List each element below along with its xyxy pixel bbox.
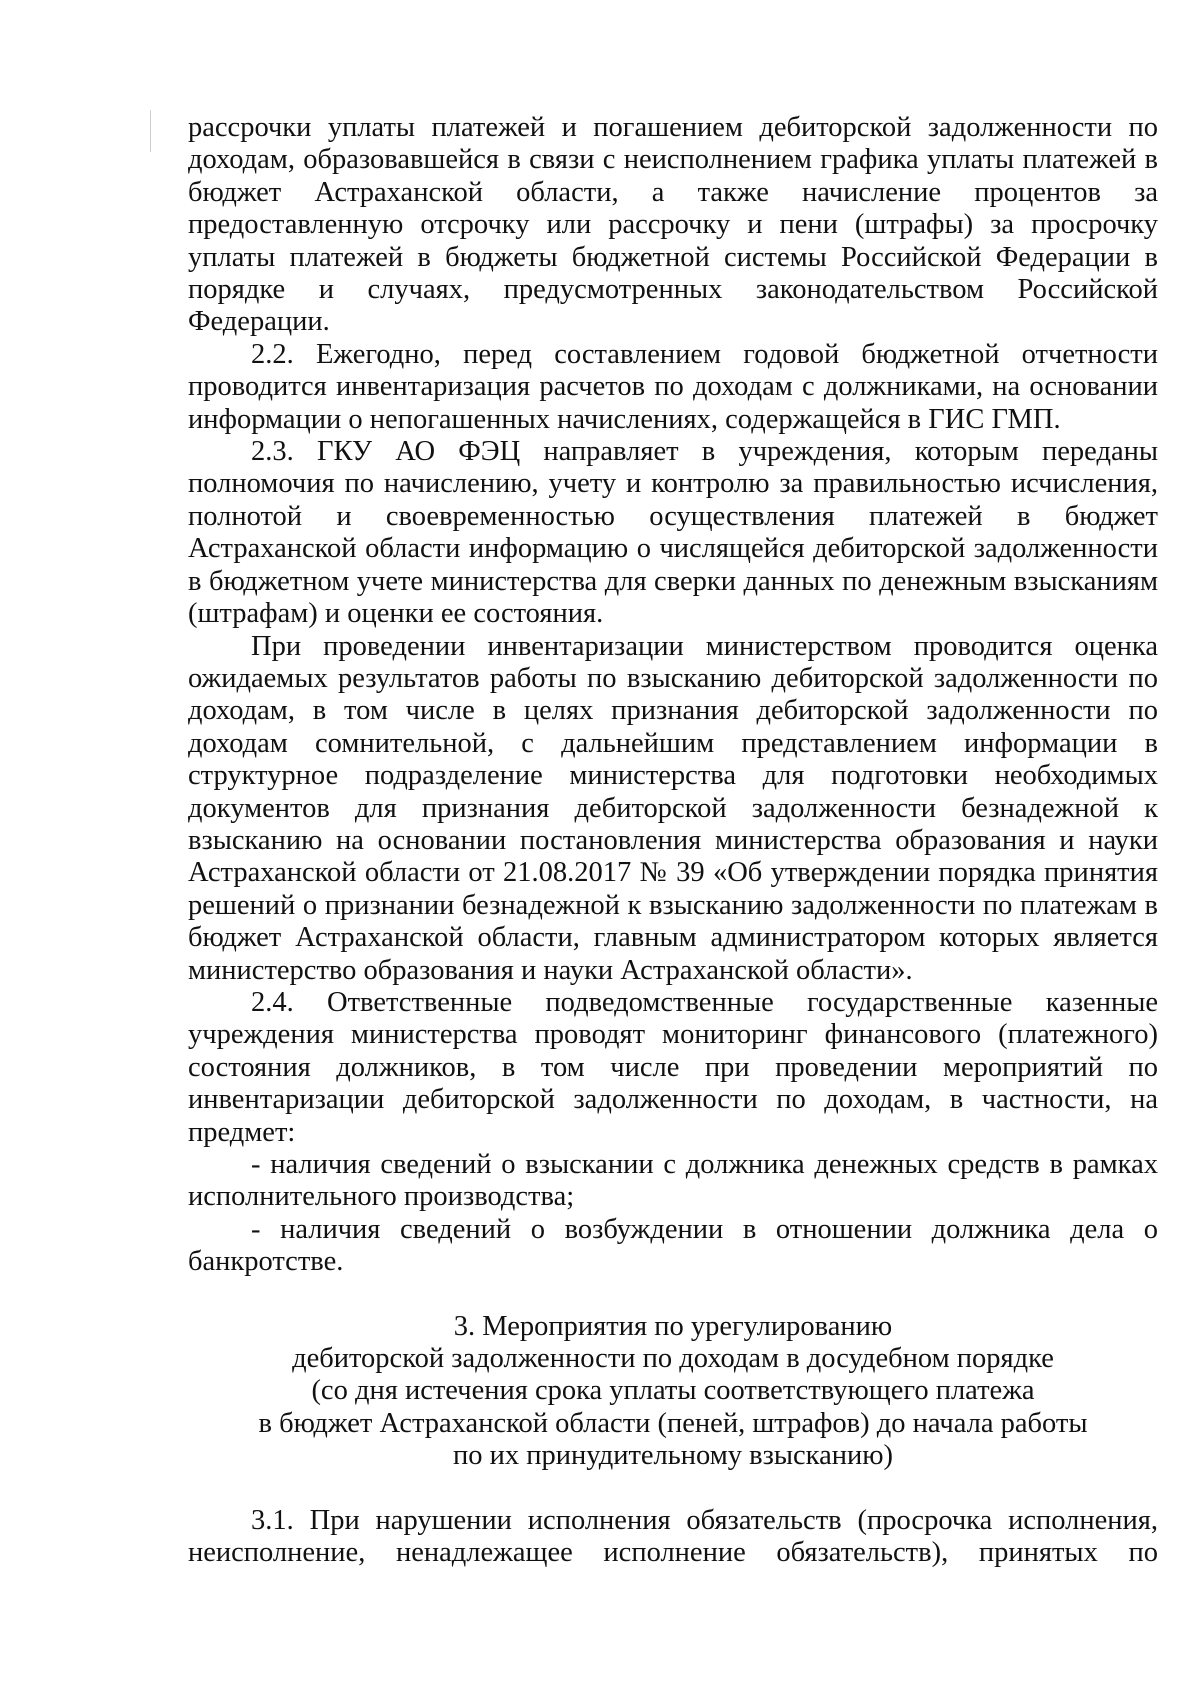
paragraph-2-4: 2.4. Ответственные подведомственные государственные казенные учреждения министерства проводят мониторинг финансового (платежного) состояния должников, в том числе при проведении мероприятий по инвентаризации дебиторской задолженности по доходам, в частности, на предмет: <box>188 986 1158 1148</box>
paragraph-2-2: 2.2. Ежегодно, перед составлением годовой бюджетной отчетности проводится инвентаризация расчетов по доходам с должниками, на основании информации о непогашенных начислениях, содержащейся в ГИС ГМП. <box>188 338 1158 435</box>
paragraph-continuation: рассрочки уплаты платежей и погашением дебиторской задолженности по доходам, образовавшейся в связи с неисполнением графика уплаты платежей в бюджет Астраханской области, а также начисление процентов за предоставленную отсрочку или рассрочку и пени (штрафы) за просрочку уплаты платежей в бюджеты бюджетной системы Российской Федерации в порядке и случаях, предусмотренных законодательством Российской Федерации. <box>188 112 1158 338</box>
paragraph-2-3: 2.3. ГКУ АО ФЭЦ направляет в учреждения, которым переданы полномочия по начислению, учету и контролю за правильностью исчисления, полнотой и своевременностью осуществления платежей в бюджет Астраханской области информацию о числящейся дебиторской задолженности в бюджетном учете министерства для сверки данных по денежным взысканиям (штрафам) и оценки ее состояния. <box>188 436 1158 630</box>
section-heading-line: (со дня истечения срока уплаты соответствующего платежа <box>311 1375 1035 1407</box>
paragraph-3-1: 3.1. При нарушении исполнения обязательств (просрочка исполнения, неисполнение, ненадлежащее исполнение обязательств), принятых по <box>188 1504 1158 1569</box>
document-body <box>188 112 1158 1569</box>
section-heading-line: в бюджет Астраханской области (пеней, штрафов) до начала работы <box>258 1407 1088 1439</box>
section-heading-line: 3. Мероприятия по урегулированию <box>453 1310 893 1342</box>
paragraph-inventory: При проведении инвентаризации министерством проводится оценка ожидаемых результатов работы по взысканию дебиторской задолженности по доходам, в том числе в целях признания дебиторской задолженности по доходам сомнительной, с дальнейшим представлением информации в структурное подразделение министерства для подготовки необходимых документов для признания дебиторской задолженности безнадежной к взысканию на основании постановления министерства образования и науки Астраханской области от 21.08.2017 № 39 «Об утверждении порядка принятия решений о признании безнадежной к взысканию задолженности по платежам в бюджет Астраханской области, главным администратором которых является министерство образования и науки Астраханской области». <box>188 630 1158 986</box>
section-3-heading <box>188 1311 1158 1473</box>
list-item: - наличия сведений о взыскании с должника денежных средств в рамках исполнительного производства; <box>188 1149 1158 1213</box>
list-item: - наличия сведений о возбуждении в отношении должника дела о банкротстве. <box>188 1213 1158 1278</box>
section-heading-line: по их принудительному взысканию) <box>452 1440 894 1472</box>
scan-margin-mark <box>150 110 151 152</box>
section-heading-line: дебиторской задолженности по доходам в досудебном порядке <box>292 1343 1054 1375</box>
